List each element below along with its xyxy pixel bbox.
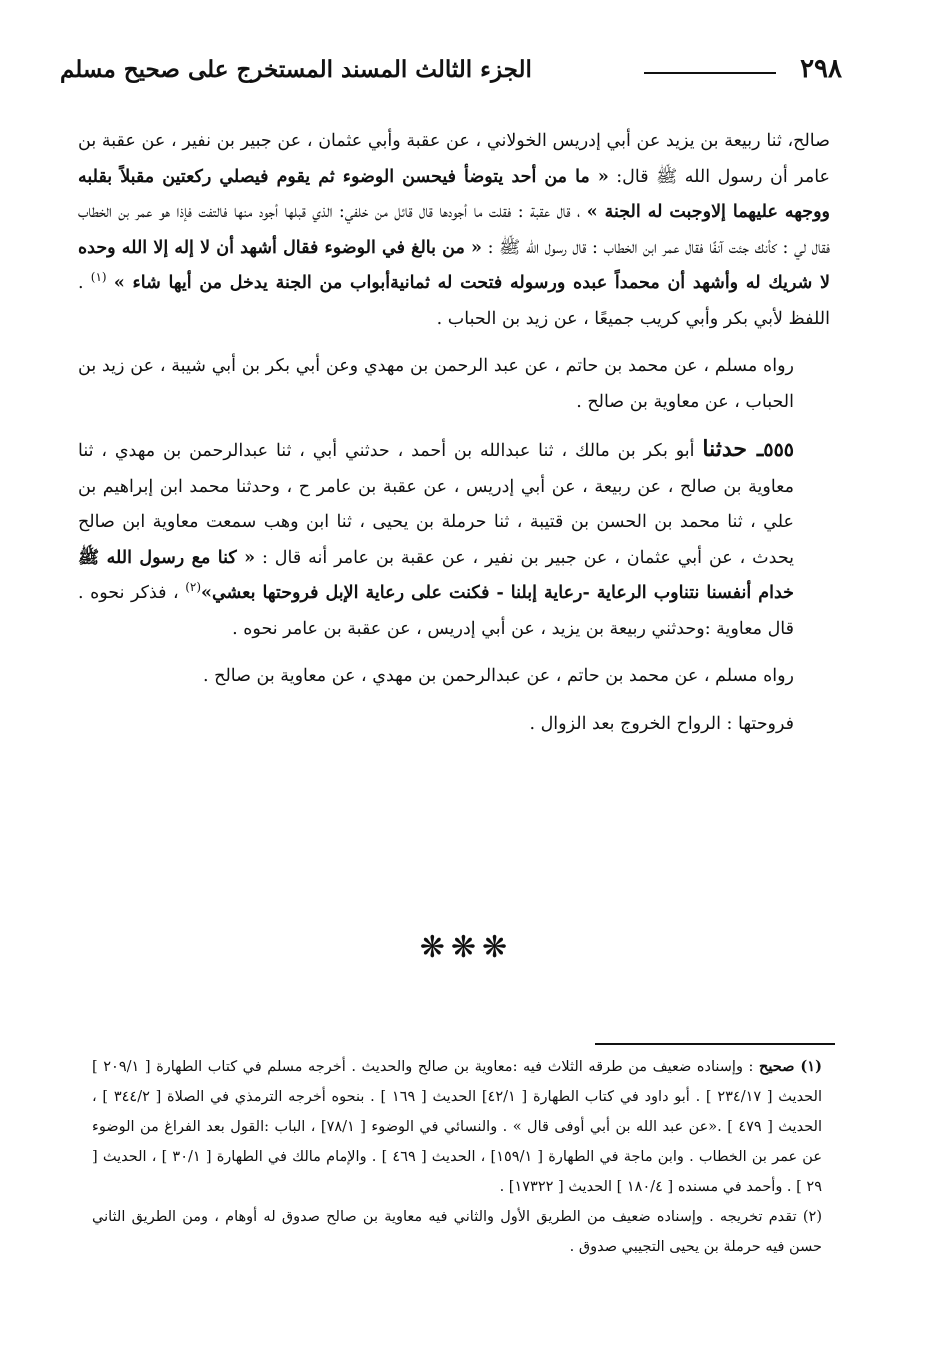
text-run: ، فذكر نحوه . قال معاوية :وحدثني ربيعة بن يزيد ، عن أبي إدريس ، عن عقبة بن عامر نحوه . [78,583,794,639]
footnote-text: : وإسناده ضعيف من طرقه الثلاث فيه :معاوية بن صالح والحديث . أخرجه مسلم في كتاب الطهارة [ ٢٠٩/١ ] الحديث [ ٢٣٤/١٧ ] . أبو داود في كتاب الطهارة [ ٤٢/١] الحديث [ ١٦٩ ] . بنحوه أخرجه الترمذي في الصلاة [ ٣٤٤/٢ ] ، الحديث [ ٤٧٩ ] .«عن عبد الله بن أبي أوفى قال » . والنسائي في الوضوء [ ٧٨/١] ، الباب :القول بعد الفراغ من الوضوء عن عمر بن الخطاب . وابن ماجة في الطهارة [ ١٥٩/١] ، الحديث [ ٤٦٩ ] . والإمام مالك في الطهارة [ ٣٠/١ ] ، الحديث [ ٢٩ ] . وأحمد في مسنده [ ١٨٠/٤ ] الحديث [ ١٧٣٢٢] . [92,1059,822,1195]
paragraph-4: رواه مسلم ، عن محمد بن حاتم ، عن عبدالرحمن بن مهدي ، عن معاوية بن صالح . [203,666,794,686]
paragraph-3 [78,432,830,647]
text-run: صالح، ثنا ربيعة بن يزيد عن أبي إدريس الخولاني ، عن عقبة وأبي عثمان ، عن جبير بن نفير ، عن عقبة بن عامر أن رسول الله ﷺ قال: [78,131,830,187]
text-run: ، قال عقبة : فقلت ما أجودها قال قائل من خلفي: الذي قبلها أجود منها فالتفت فإذا هو عمر بن الخطاب فقال لي : كأنك جئت آنفًا فقال عمر ابن الخطاب : قال رسول الله ﷺ : [78,202,830,258]
text-run: أبو بكر بن مالك ، ثنا عبدالله بن أحمد ، حدثني أبي ، ثنا عبدالرحمن بن مهدي ، ثنا معاوية بن صالح ، عن ربيعة ، عن أبي إدريس ، عن عقبة بن عامر ح ، وحدثنا محمد ابن إبراهيم بن علي ، ثنا محمد بن الحسن بن قتيبة ، ثنا حرملة بن يحيى ، ثنا ابن وهب سمعت معاوية ابن صالح يحدث ، عن أبي عثمان ، عن جبير بن نفير ، عن عقبة بن عامر أنه قال : [78,441,794,568]
page-header [60,52,850,92]
footnote-ref-2: (٢) [185,580,202,595]
hadith-heading: ـ حدثنا [702,436,764,462]
hadith-quote: « من بالغ في الوضوء فقال أشهد أن لا إله إلا الله وحده لا شريك له وأشهد أن محمداً عبده ورسوله فتحت له ثمانيةأبواب من الجنة يدخل من أيها شاء » [78,237,830,293]
paragraph-5: فروحتها : الرواح الخروج بعد الزوال . [529,713,794,734]
paragraph-1 [78,124,830,337]
footnote-label: (١) صحيح [759,1058,822,1075]
text-run: . اللفظ لأبي بكر وأبي كريب جميعًا ، عن زيد بن الحباب . [78,273,830,329]
running-title: الجزء الثالث المسند المستخرج على صحيح مسلم [60,56,532,83]
main-text [78,124,830,754]
section-separator: ❋❋❋ [419,930,514,965]
page-number: ٢٩٨ [800,54,842,84]
footnote-ref-1: (١) [90,270,107,285]
header-rule [644,72,776,74]
paragraph-2: رواه مسلم ، عن محمد بن حاتم ، عن عبد الرحمن بن مهدي وعن أبي بكر بن أبي شيبة ، عن زيد بن الحباب ، عن معاوية بن صالح . [78,356,794,412]
hadith-number: ٥٥٥ [763,439,794,461]
footnote-1 [92,1052,822,1202]
footnotes [92,1052,822,1262]
footnote-rule [595,1043,835,1045]
hadith-quote: « ما من أحد يتوضأ فيحسن الوضوء ثم يقوم فيصلي ركعتين مقبلاً بقلبه ووجهه عليهما إلاوجبت له الجنة » [78,166,831,222]
footnote-2: (٢) تقدم تخريجه . وإسناده ضعيف من الطريق الأول والثاني فيه معاوية بن صالح صدوق له أوهام ، ومن الطريق الثاني حسن فيه حرملة بن يحيى التجيبي صدوق . [92,1209,822,1255]
hadith-quote: « كنا مع رسول الله ﷺ خدام أنفسنا نتناوب الرعاية -رعاية إبلنا - فكنت على رعاية الإبل فروحتها بعشي» [78,547,794,603]
